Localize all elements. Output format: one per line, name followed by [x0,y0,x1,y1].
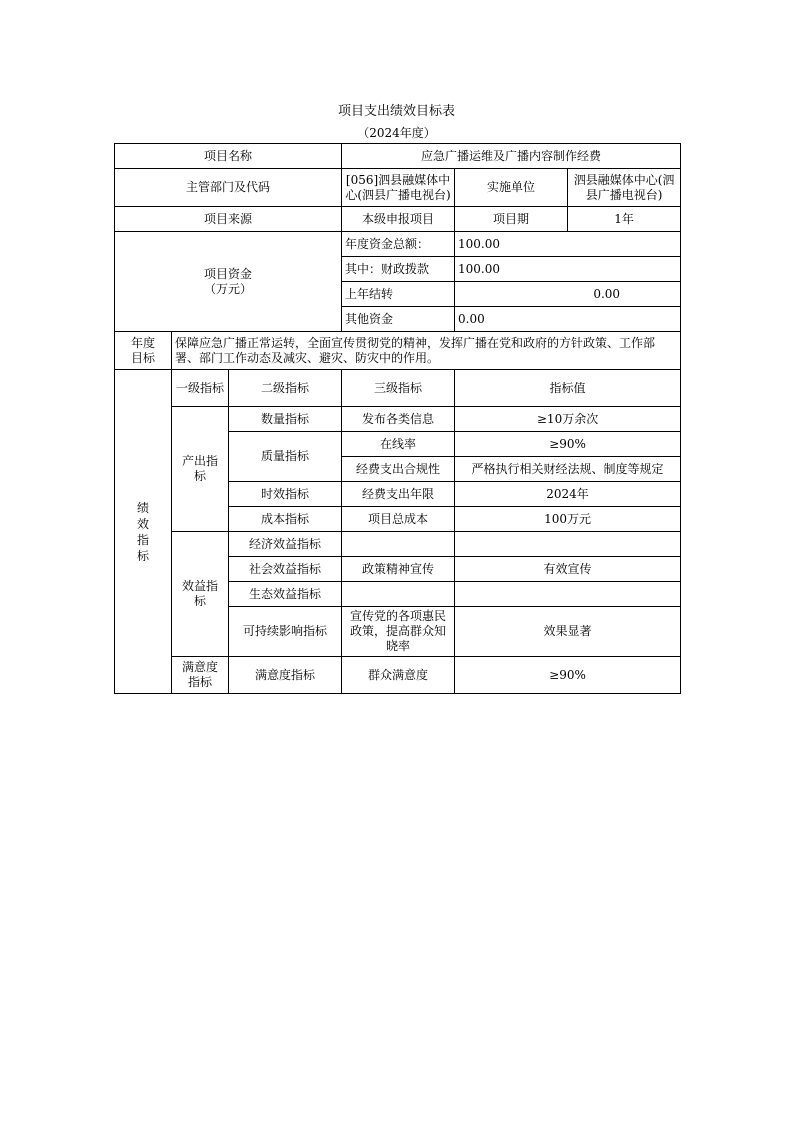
output-indicator-label [172,407,229,532]
funds-total-label: 年度资金总额： [342,232,455,257]
impl-label: 实施单位 [455,169,568,207]
satisfaction-label-a: 满意度 [181,660,218,674]
satisfaction-indicator-label [172,657,229,694]
eco-benefit-value [455,582,681,607]
goal-label-line1: 年度 [130,335,155,350]
cost-value: 100万元 [455,507,681,532]
header-value: 指标值 [455,370,681,407]
funds-total-value: 100.00 [455,232,681,257]
cost-indicator: 成本指标 [229,507,342,532]
perf-indicators-label [115,370,172,694]
output-label-a: 产出指 [181,454,218,468]
dept-value: [056]泗县融媒体中心(泗县广播电视台) [342,169,455,207]
satisfaction-label-b: 指标 [187,675,212,689]
perf-label-char-1: 绩 [136,500,149,515]
perf-label-char-3: 指 [136,532,149,547]
funds-other-value: 0.00 [455,307,681,332]
period-value: 1年 [568,207,681,232]
doc-year: （2024年度） [357,126,436,140]
perf-label-char-2: 效 [136,516,149,531]
economic-benefit-l3 [342,532,455,557]
cost-l3: 项目总成本 [342,507,455,532]
quantity-value: ≥10万余次 [455,407,681,432]
header-level3: 三级指标 [342,370,455,407]
satisfaction-value: ≥90% [455,657,681,694]
quality-l3-compliance: 经费支出合规性 [342,457,455,482]
quality-value-online: ≥90% [455,432,681,457]
goal-label-line2: 目标 [130,350,155,365]
project-name-value: 应急广播运维及广播内容制作经费 [342,144,681,169]
satisfaction-l2: 满意度指标 [229,657,342,694]
header-level2: 二级指标 [229,370,342,407]
funds-carryover-label: 上年结转 [342,282,455,307]
eco-benefit-l3 [342,582,455,607]
funds-fiscal-value: 100.00 [455,257,681,282]
economic-benefit-value [455,532,681,557]
benefit-label-b: 标 [193,594,206,608]
impl-value: 泗县融媒体中心(泗县广播电视台) [568,169,681,207]
social-benefit-l3: 政策精神宣传 [342,557,455,582]
social-benefit-indicator: 社会效益指标 [229,557,342,582]
period-label: 项目期 [455,207,568,232]
funds-label-line2: （万元） [204,281,253,296]
funds-label-line1: 项目资金 [204,266,253,281]
sustain-indicator: 可持续影响指标 [229,607,342,657]
time-indicator: 时效指标 [229,482,342,507]
source-label: 项目来源 [115,207,342,232]
source-value: 本级申报项目 [342,207,455,232]
quantity-indicator: 数量指标 [229,407,342,432]
quality-indicator: 质量指标 [229,432,342,482]
output-label-b: 标 [193,469,206,483]
quality-value-compliance: 严格执行相关财经法规、制度等规定 [455,457,681,482]
sustain-l3: 宣传党的各项惠民政策，提高群众知晓率 [342,607,455,657]
benefit-indicator-label [172,532,229,657]
goal-label [115,332,172,370]
quantity-l3: 发布各类信息 [342,407,455,432]
funds-fiscal-label: 其中：财政拨款 [342,257,455,282]
eco-benefit-indicator: 生态效益指标 [229,582,342,607]
funds-other-label: 其他资金 [342,307,455,332]
project-name-label: 项目名称 [115,144,342,169]
benefit-label-a: 效益指 [181,579,218,593]
doc-title: 项目支出绩效目标表 [337,104,455,119]
time-value: 2024年 [455,482,681,507]
social-benefit-value: 有效宣传 [455,557,681,582]
funds-carryover-value: 0.00 [455,282,681,307]
economic-benefit-indicator: 经济效益指标 [229,532,342,557]
funds-label [115,232,342,332]
goal-text: 保障应急广播正常运转，全面宣传贯彻党的精神，发挥广播在党和政府的方针政策、工作部署、部门工作动态及减灾、避灾、防灾中的作用。 [172,332,681,370]
dept-label: 主管部门及代码 [115,169,342,207]
sustain-value: 效果显著 [455,607,681,657]
perf-label-char-4: 标 [136,548,149,563]
header-level1: 一级指标 [172,370,229,407]
quality-l3-online: 在线率 [342,432,455,457]
performance-table [114,143,681,694]
time-l3: 经费支出年限 [342,482,455,507]
satisfaction-l3: 群众满意度 [342,657,455,694]
